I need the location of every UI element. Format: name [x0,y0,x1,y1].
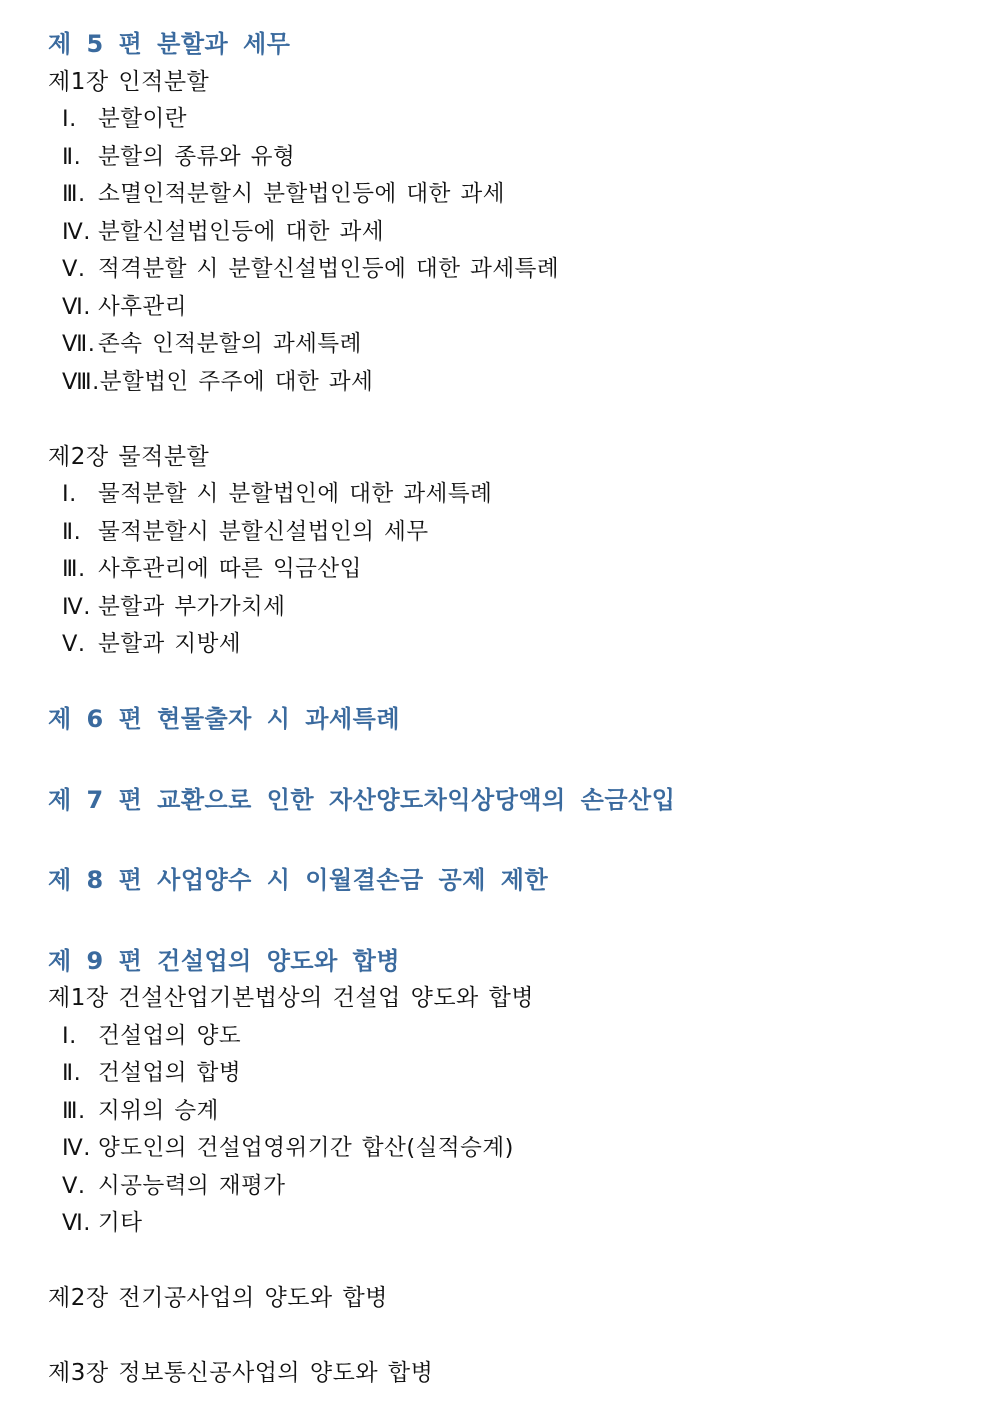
section-item [48,1055,968,1093]
section-number: Ⅳ. [62,1135,91,1161]
section-item [48,551,968,589]
section-item [48,1093,968,1131]
section-label: 양도인의 건설업영위기간 합산(실적승계) [98,1135,514,1161]
section-label: 분할이란 [98,106,187,132]
section-item [48,1130,968,1168]
section-number: Ⅳ. [62,593,91,620]
section-number: Ⅲ. [62,556,86,582]
section-number: Ⅰ. [62,1022,77,1049]
part-6-title: 제 6 편 현물출자 시 과세특례 [48,705,400,733]
section-number: Ⅴ. [62,631,86,657]
section-label: 분할법인 주주에 대한 과세 [99,368,374,395]
section-number: Ⅶ. [62,331,96,357]
spacer [48,401,968,439]
section-item [48,251,968,289]
section-number: Ⅴ. [62,1172,86,1199]
section-label: 분할과 지방세 [98,631,242,657]
section-number: Ⅱ. [62,143,82,170]
section-item [48,514,968,552]
part-5-title: 제 5 편 분할과 세무 [48,30,291,58]
spacer [48,664,968,702]
section-label: 적격분할 시 분할신설법인등에 대한 과세특례 [98,256,560,282]
section-label: 존속 인적분할의 과세특례 [98,331,362,357]
section-number: Ⅰ. [62,106,77,132]
section-item [48,289,968,327]
section-item [48,214,968,252]
section-item [48,1018,968,1056]
table-of-contents [48,26,968,1393]
part-9-title: 제 9 편 건설업의 양도와 합병 [48,946,400,975]
section-item [48,626,968,664]
section-label: 사후관리 [98,293,187,320]
part-7-title: 제 7 편 교환으로 인한 자산양도차익상당액의 손금산입 [48,785,676,814]
section-number: Ⅱ. [62,518,82,545]
section-item [48,1168,968,1206]
section-label: 건설업의 합병 [98,1060,242,1086]
section-number: Ⅳ. [62,218,91,245]
section-number: Ⅲ. [62,181,86,207]
spacer [48,900,968,943]
section-label: 사후관리에 따른 익금산입 [98,556,362,582]
section-label: 시공능력의 재평가 [98,1172,286,1199]
chapter-9-1-title: 제1장 건설산업기본법상의 건설업 양도와 합병 [48,985,535,1011]
section-item [48,139,968,177]
section-item [48,364,968,402]
section-label: 기타 [98,1210,143,1236]
section-item [48,1205,968,1243]
section-number: Ⅱ. [62,1060,82,1086]
section-number: Ⅰ. [62,481,77,507]
chapter-9-2-title: 제2장 전기공사업의 양도와 합병 [48,1285,388,1311]
spacer [48,1318,968,1356]
spacer [48,1243,968,1281]
chapter-9-3-title: 제3장 정보통신공사업의 양도와 합병 [48,1360,434,1386]
chapter-5-2-title: 제2장 물적분할 [48,443,210,470]
section-item [48,101,968,139]
part-8-title: 제 8 편 사업양수 시 이월결손금 공제 제한 [48,866,549,894]
section-label: 소멸인적분할시 분할법인등에 대한 과세 [98,181,505,207]
section-item [48,476,968,514]
section-item [48,176,968,214]
section-label: 물적분할시 분할신설법인의 세무 [98,518,429,545]
section-label: 분할과 부가가치세 [98,593,286,620]
section-item [48,589,968,627]
section-number: Ⅵ. [62,1210,91,1236]
spacer [48,819,968,862]
section-item [48,326,968,364]
section-label: 물적분할 시 분할법인에 대한 과세특례 [98,481,493,507]
section-label: 분할의 종류와 유형 [98,143,296,170]
chapter-5-1-title: 제1장 인적분할 [48,68,210,95]
section-label: 지위의 승계 [98,1097,219,1124]
spacer [48,739,968,782]
section-number: Ⅴ. [62,256,86,282]
section-number: Ⅲ. [62,1097,86,1124]
section-label: 분할신설법인등에 대한 과세 [98,218,385,245]
section-number: Ⅵ. [62,293,91,320]
section-label: 건설업의 양도 [98,1022,242,1049]
section-number: Ⅷ. [62,368,100,395]
